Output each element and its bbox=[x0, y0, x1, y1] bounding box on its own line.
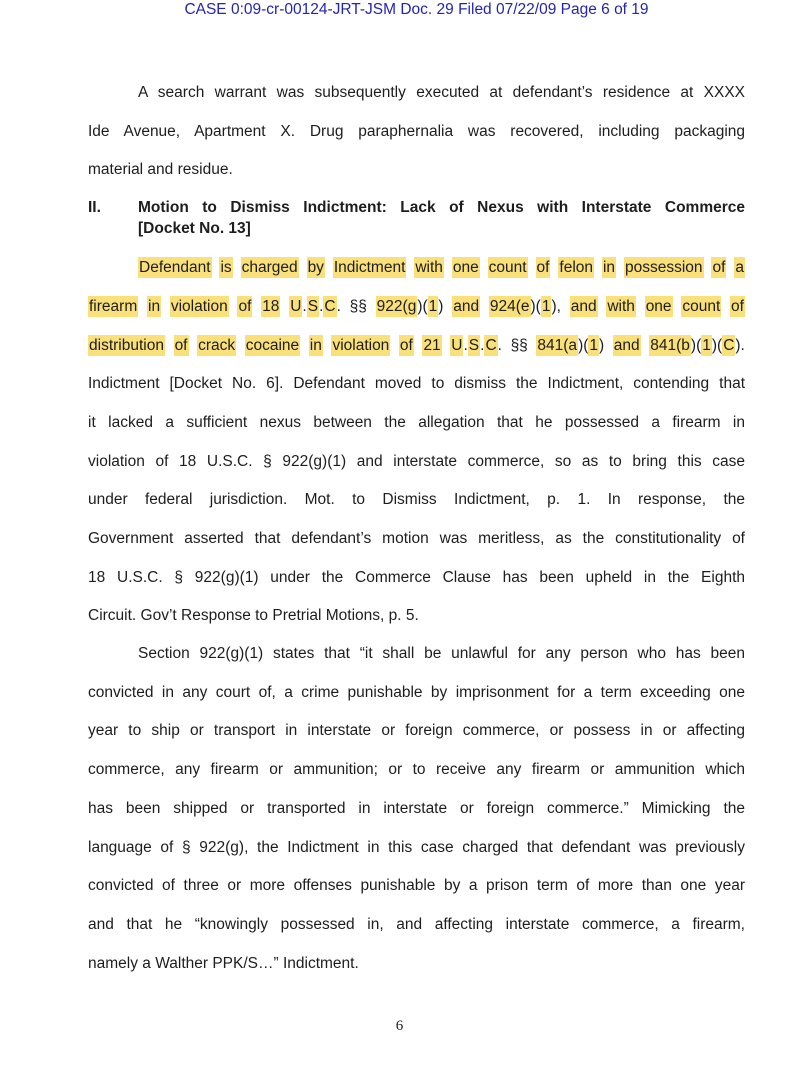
word: 922(g)(1) bbox=[376, 298, 444, 316]
document-line: convicted of three or more offenses punishable by a prison term of more than one year bbox=[88, 877, 745, 895]
highlighted-line bbox=[88, 326, 745, 365]
word: §§ bbox=[510, 336, 528, 354]
word: violation bbox=[170, 298, 228, 316]
paragraph-2 bbox=[88, 249, 745, 636]
word: 924(e)(1), bbox=[489, 298, 561, 316]
word: 841(b)(1)(C). bbox=[650, 336, 745, 354]
document-line: Government asserted that defendant’s motion was meritless, as the constitutionality of bbox=[88, 530, 745, 548]
word: is bbox=[220, 259, 232, 277]
word: one bbox=[645, 298, 672, 316]
word: of bbox=[536, 259, 550, 277]
section-number: II. bbox=[88, 199, 101, 216]
document-line: commerce, any firearm or ammunition; or to receive any firearm or ammunition which bbox=[88, 761, 745, 779]
word: of bbox=[731, 298, 744, 316]
word: with bbox=[415, 259, 443, 277]
word: 18 bbox=[262, 298, 280, 316]
document-line: and that he “knowingly possessed in, and affecting interstate commerce, a firearm, bbox=[88, 916, 745, 934]
word: and bbox=[453, 298, 480, 316]
word: count bbox=[488, 259, 527, 277]
word: cocaine bbox=[245, 336, 300, 354]
document-line: A search warrant was subsequently executed at defendant’s residence at XXXX bbox=[138, 84, 745, 101]
word: U.S.C. bbox=[451, 336, 502, 354]
paragraph-1 bbox=[88, 74, 745, 190]
case-header: CASE 0:09-cr-00124-JRT-JSM Doc. 29 Filed 07/22/09 Page 6 of 19 bbox=[184, 1, 649, 18]
document-line: has been shipped or transported in interstate or foreign commerce.” Mimicking the bbox=[88, 799, 745, 817]
document-line: language of § 922(g), the Indictment in this case charged that defendant was previously bbox=[88, 838, 745, 856]
document-line: Section 922(g)(1) states that “it shall be unlawful for any person who has been bbox=[138, 645, 745, 662]
document-line: under federal jurisdiction. Mot. to Dismiss Indictment, p. 1. In response, the bbox=[88, 491, 745, 509]
heading-line: Motion to Dismiss Indictment: Lack of Nexus with Interstate Commerce bbox=[138, 199, 745, 216]
word: and bbox=[613, 336, 640, 354]
word: felon bbox=[559, 259, 594, 277]
paragraph-3 bbox=[88, 635, 745, 983]
word: by bbox=[307, 259, 324, 277]
document-line: Indictment [Docket No. 6]. Defendant moved to dismiss the Indictment, contending that bbox=[88, 375, 745, 393]
document-line: 18 U.S.C. § 922(g)(1) under the Commerce Clause has been upheld in the Eighth bbox=[88, 568, 745, 586]
word: U.S.C. bbox=[290, 298, 341, 316]
word: charged bbox=[241, 259, 298, 277]
word: 841(a)(1) bbox=[537, 336, 605, 354]
word: distribution bbox=[89, 336, 164, 354]
heading-line: [Docket No. 13] bbox=[138, 220, 251, 237]
word: Indictment bbox=[333, 259, 406, 277]
word: count bbox=[682, 298, 721, 316]
highlighted-line bbox=[88, 249, 745, 288]
page-number: 6 bbox=[395, 1018, 404, 1034]
document-line: Ide Avenue, Apartment X. Drug paraphernalia was recovered, including packaging bbox=[88, 122, 745, 140]
word: and bbox=[570, 298, 597, 316]
word: violation bbox=[332, 336, 390, 354]
word: Defendant bbox=[139, 259, 211, 277]
word: in bbox=[602, 259, 616, 277]
word: in bbox=[309, 336, 322, 354]
section-heading bbox=[88, 197, 745, 239]
word: of bbox=[174, 336, 188, 354]
word: of bbox=[399, 336, 413, 354]
word: in bbox=[148, 298, 161, 316]
word: a bbox=[735, 259, 744, 277]
word: of bbox=[238, 298, 252, 316]
word: 21 bbox=[423, 336, 441, 354]
word: with bbox=[607, 298, 635, 316]
word: §§ bbox=[349, 298, 367, 316]
word: one bbox=[452, 259, 479, 277]
highlighted-line bbox=[88, 288, 745, 327]
word: firearm bbox=[89, 298, 138, 316]
document-line: material and residue. bbox=[88, 161, 233, 179]
document-line: Circuit. Gov’t Response to Pretrial Motions, p. 5. bbox=[88, 607, 419, 625]
document-line: violation of 18 U.S.C. § 922(g)(1) and interstate commerce, so as to bring this case bbox=[88, 452, 745, 470]
word: possession bbox=[624, 259, 703, 277]
document-line: namely a Walther PPK/S…” Indictment. bbox=[88, 954, 359, 972]
section-heading-lines bbox=[138, 197, 745, 239]
document-line: convicted in any court of, a crime punishable by imprisonment for a term exceeding one bbox=[88, 683, 745, 701]
document-line: year to ship or transport in interstate or foreign commerce, or possess in or affecting bbox=[88, 722, 745, 740]
document-line: it lacked a sufficient nexus between the allegation that he possessed a firearm in bbox=[88, 413, 745, 431]
word: crack bbox=[198, 336, 236, 354]
word: of bbox=[712, 259, 726, 277]
